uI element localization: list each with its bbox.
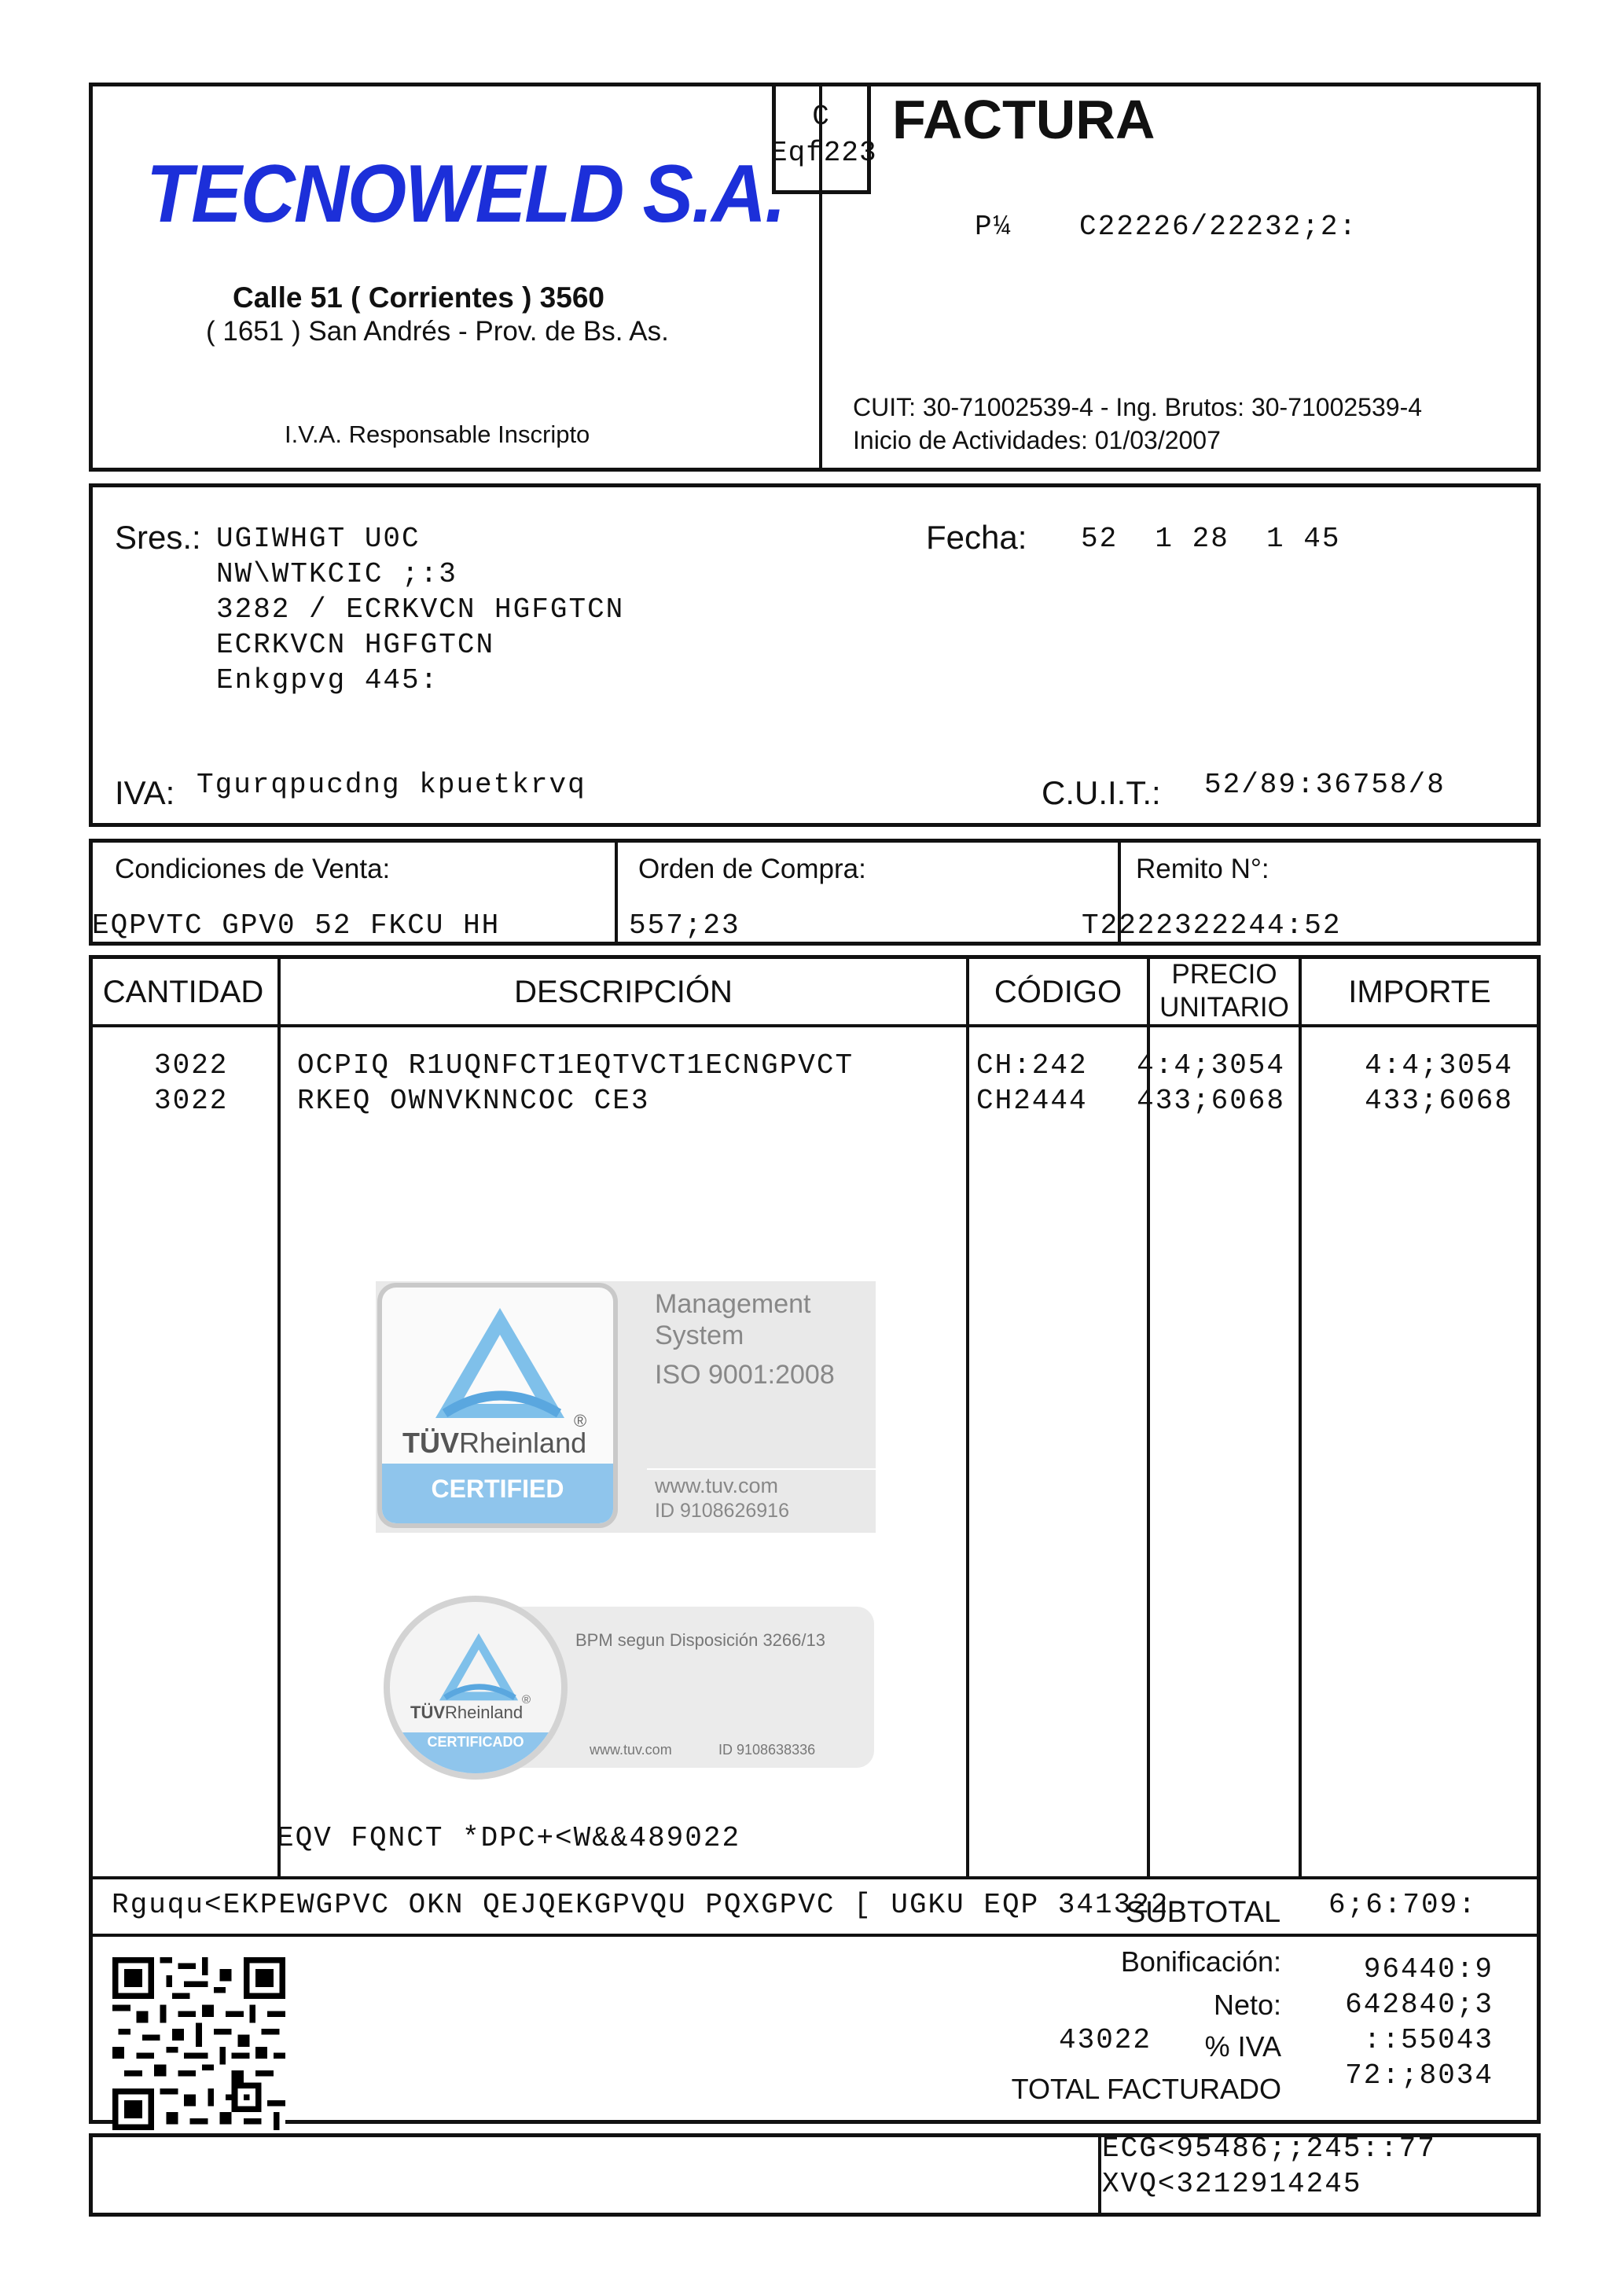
cae-line-2: XVQ<3212914245: [1102, 2168, 1362, 2200]
col-divider-precio: [1299, 955, 1302, 1879]
row-1-importe: 4:4;3054: [1365, 1049, 1513, 1082]
iso-registered: ®: [574, 1411, 587, 1431]
row-2-precio: 433;6068: [1137, 1085, 1285, 1117]
total-value: 72:;8034: [1345, 2059, 1494, 2092]
items-frame: [89, 955, 1541, 2124]
row-1-precio: 4:4;3054: [1137, 1049, 1285, 1082]
iso-line3: ISO 9001:2008: [655, 1360, 835, 1390]
col-divider-cantidad: [277, 955, 281, 1879]
bpm-title: BPM segun Disposición 3266/13: [575, 1630, 825, 1650]
invoice-number: C22226/22232;2:: [1079, 211, 1358, 243]
iso-url: www.tuv.com: [655, 1474, 779, 1497]
company-logo: TECNOWELD S.A.: [146, 149, 785, 240]
company-city: ( 1651 ) San Andrés - Prov. de Bs. As.: [206, 316, 669, 347]
iva-rate: 43022: [1059, 2024, 1152, 2056]
orden-compra-label: Orden de Compra:: [638, 854, 866, 884]
customer-line-3: 3282 / ECRKVCN HGFGTCN: [216, 593, 625, 626]
bonificacion-value: 96440:9: [1363, 1953, 1494, 1986]
iso-id: ID 9108626916: [655, 1500, 789, 1522]
items-footer-note: EQV FQNCT *DPC+<W&&489022: [277, 1822, 741, 1854]
header-descripcion: DESCRIPCIÓN: [514, 975, 733, 1009]
bpm-brand-rest: Rheinland: [445, 1703, 524, 1722]
invoice-letter-code: Eqf223: [770, 137, 877, 169]
iva-amount: ::55043: [1363, 2024, 1494, 2056]
tuv-triangle-icon: [429, 1303, 571, 1421]
row-2-importe: 433;6068: [1365, 1085, 1513, 1117]
conditions-divider-1: [615, 839, 618, 944]
words-line-bottom: [89, 1934, 1541, 1937]
header-cantidad: CANTIDAD: [102, 975, 264, 1009]
bpm-brand: [410, 1703, 523, 1723]
bpm-certificate: [384, 1596, 874, 1780]
fecha-label: Fecha:: [926, 519, 1027, 556]
customer-cuit-label: C.U.I.T.:: [1042, 774, 1161, 811]
company-iva-condition: I.V.A. Responsable Inscripto: [285, 421, 590, 448]
amount-in-words: Rguqu<EKPEWGPVC OKN QEJQEKGPVQU PQXGPVC [ UGKU EQP 341322: [112, 1889, 1170, 1921]
invoice-letter: C: [812, 101, 831, 133]
cae-divider: [1098, 2133, 1101, 2215]
row-1-codigo: CH:242: [976, 1049, 1088, 1082]
total-label: TOTAL FACTURADO: [1011, 2073, 1281, 2105]
customer-line-2: NW\WTKCIC ;:3: [216, 558, 457, 590]
iso-brand: [402, 1427, 586, 1460]
iva-percent-label: % IVA: [1204, 2030, 1281, 2063]
header-importe: IMPORTE: [1348, 975, 1491, 1009]
header-precio-1: PRECIO: [1171, 959, 1277, 990]
bpm-registered: ®: [522, 1693, 531, 1706]
bpm-brand-bold: TÜV: [410, 1703, 445, 1722]
row-2-cantidad: 3022: [154, 1085, 229, 1117]
items-header-underline: [89, 1024, 1541, 1027]
issuer-cuit: CUIT: 30-71002539-4 - Ing. Brutos: 30-71002539-4: [853, 393, 1423, 421]
customer-line-5: Enkgpvg 445:: [216, 664, 439, 696]
orden-compra-value: 557;23: [629, 909, 740, 942]
customer-line-1: UGIWHGT U0C: [216, 523, 421, 555]
header-divider: [819, 189, 822, 470]
remito-label: Remito N°:: [1136, 854, 1269, 884]
iso-divider: [647, 1468, 876, 1470]
invoice-number-prefix: P¼: [975, 211, 1012, 243]
customer-cuit-value: 52/89:36758/8: [1204, 769, 1446, 801]
row-2-codigo: CH2444: [976, 1085, 1088, 1117]
cae-line-1: ECG<95486;;245::77: [1102, 2133, 1436, 2165]
remito-value: T2222322244:52: [1082, 909, 1342, 942]
bpm-seal: [384, 1596, 568, 1780]
subtotal-value: 6;6:709:: [1328, 1889, 1477, 1921]
iso-line2: System: [655, 1321, 744, 1350]
fecha-value: 52 1 28 1 45: [1081, 523, 1341, 555]
customer-line-4: ECRKVCN HGFGTCN: [216, 629, 495, 661]
iso-certificate: [376, 1281, 876, 1533]
qr-code: [112, 1957, 285, 2130]
bpm-id: ID 9108638336: [718, 1742, 816, 1758]
activity-start: Inicio de Actividades: 01/03/2007: [853, 426, 1221, 454]
iso-brand-rest: Rheinland: [459, 1427, 587, 1459]
row-1-descripcion: OCPIQ R1UQNFCT1EQTVCT1ECNGPVCT: [297, 1049, 854, 1082]
neto-value: 642840;3: [1345, 1989, 1494, 2021]
iso-badge-text: CERTIFIED: [431, 1475, 564, 1503]
neto-label: Neto:: [1213, 1989, 1281, 2021]
iso-brand-bold: TÜV: [402, 1427, 459, 1459]
condiciones-venta-value: EQPVTC GPV0 52 FKCU HH: [92, 909, 501, 942]
iso-line1: Management: [655, 1289, 811, 1319]
condiciones-venta-label: Condiciones de Venta:: [115, 854, 391, 884]
header-codigo: CÓDIGO: [994, 975, 1122, 1009]
iva-value: Tgurqpucdng kpuetkrvq: [197, 769, 586, 801]
subtotal-label: SUBTOTAL: [1126, 1896, 1281, 1929]
col-divider-descripcion: [966, 955, 969, 1879]
doc-type: FACTURA: [892, 89, 1156, 150]
company-address: Calle 51 ( Corrientes ) 3560: [233, 281, 604, 314]
iva-label: IVA:: [115, 774, 175, 811]
bpm-tuv-triangle-icon: [435, 1630, 522, 1703]
row-2-descripcion: RKEQ OWNVKNNCOC CE3: [297, 1085, 650, 1117]
bonificacion-label: Bonificación:: [1120, 1945, 1281, 1978]
items-body-bottom: [89, 1876, 1541, 1879]
header-precio-2: UNITARIO: [1159, 992, 1289, 1023]
sres-label: Sres.:: [115, 519, 201, 556]
row-1-cantidad: 3022: [154, 1049, 229, 1082]
bpm-badge-text: CERTIFICADO: [427, 1734, 524, 1750]
bpm-url: www.tuv.com: [590, 1742, 672, 1758]
